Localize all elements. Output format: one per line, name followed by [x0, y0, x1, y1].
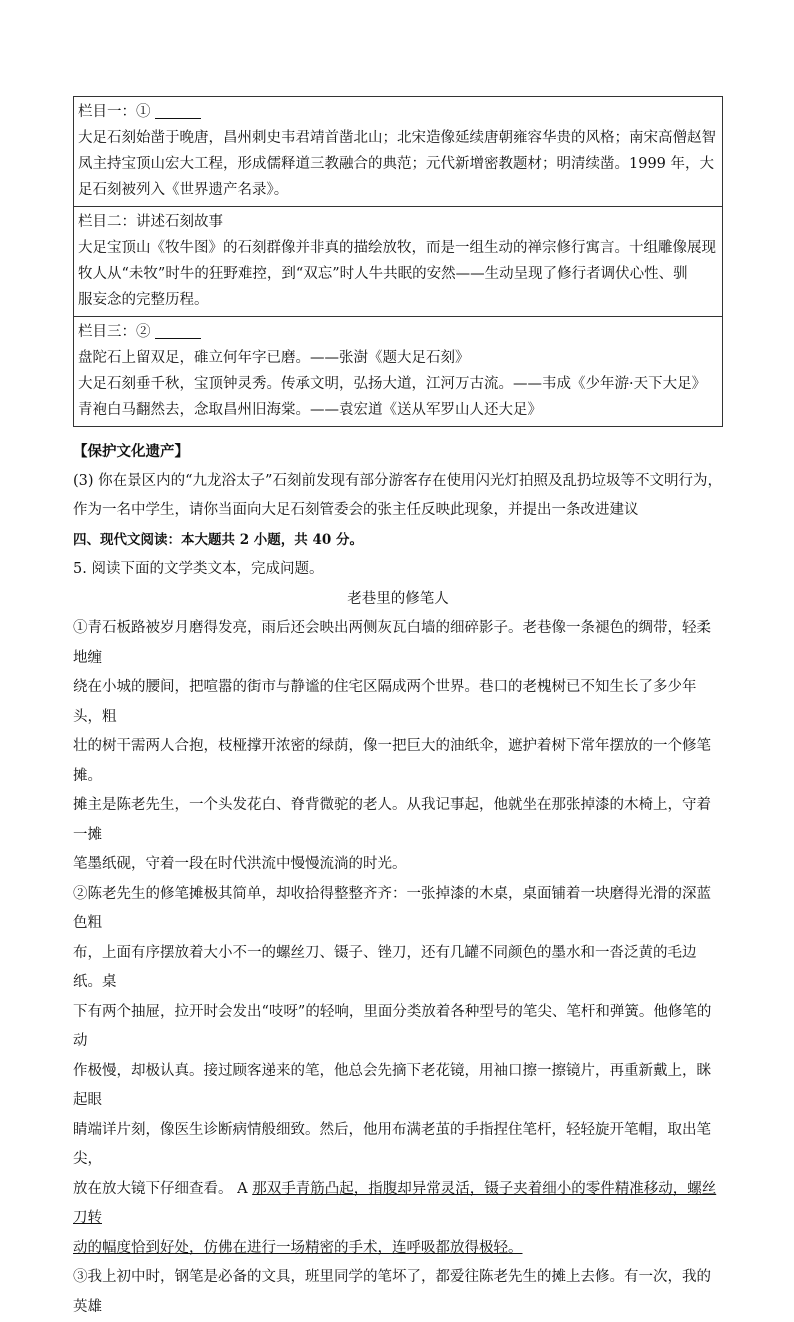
underlined-sentence: 那双手青筋凸起，指腹却异常灵活，镊子夹着细小的零件精准移动，螺丝刀转	[73, 1180, 717, 1226]
paragraph-line: 绕在小城的腰间，把喧嚣的街市与静谧的住宅区隔成两个世界。巷口的老槐树已不知生长了多少年头，粗	[73, 679, 697, 725]
paragraph-line: 摊主是陈老先生，一个头发花白、脊背微驼的老人。从我记事起，他就坐在那张掉漆的木椅上，守着一摊	[73, 797, 711, 843]
question-line: (3) 你在景区内的“九龙浴太子”石刻前发现有部分游客存在使用闪光灯拍照及乱扔垃圾等不文明行为，	[73, 472, 722, 489]
answer-blank	[155, 322, 201, 339]
underlined-sentence: 动的幅度恰到好处，仿佛在进行一场精密的手术，连呼吸都放得极轻。	[73, 1239, 523, 1256]
section-title: 四、现代文阅读：本大题共 2 小题，共 40 分。	[73, 531, 363, 548]
answer-blank	[155, 102, 201, 119]
poem-line: 青袍白马翻然去，念取昌州旧海棠。——袁宏道《送从军罗山人还大足》	[78, 402, 542, 418]
paragraph-line: 壮的树干需两人合抱，枝桠撑开浓密的绿荫，像一把巨大的油纸伞，遮护着树下常年摆放的一个修笔摊。	[73, 738, 711, 784]
paragraph-line: 睛端详片刻，像医生诊断病情般细致。然后，他用布满老茧的手指捏住笔杆，轻轻旋开笔帽，取出笔尖，	[73, 1121, 711, 1167]
section-heading: 【保护文化遗产】	[73, 443, 189, 460]
paragraph-line: 笔墨纸砚，守着一段在时代洪流中慢慢流淌的时光。	[73, 856, 407, 872]
paragraph-line: 作极慢，却极认真。接过顾客递来的笔，他总会先摘下老花镜，用袖口擦一擦镜片，再重新戴上，眯起眼	[73, 1062, 711, 1108]
poem-line: 大足石刻垂千秋，宝顶钟灵秀。传承文明，弘扬大道，江河万古流。——韦成《少年游·天下大足》	[78, 376, 707, 392]
question-prompt: 5. 阅读下面的文学类文本，完成问题。	[73, 561, 324, 577]
columns-table	[73, 96, 723, 427]
text-line: 足石刻被列入《世界遗产名录》。	[78, 182, 289, 198]
text-line: 大足宝顶山《牧牛图》的石刻群像并非真的描绘放牧，而是一组生动的禅宗修行寓言。十组雕像展现	[78, 240, 716, 256]
article-title: 老巷里的修笔人	[347, 590, 449, 607]
text-line: 凤主持宝顶山宏大工程，形成儒释道三教融合的典范；元代新增密教题材；明清续凿。1999 年，大	[78, 156, 715, 172]
protect-section	[73, 437, 723, 1322]
column-three	[74, 317, 723, 427]
column-two-title: 栏目二：讲述石刻故事	[78, 214, 223, 230]
question-line: 作为一名中学生，请你当面向大足石刻管委会的张主任反映此现象，并提出一条改进建议	[73, 502, 639, 518]
column-three-title: 栏目三：②	[78, 319, 716, 345]
paragraph-line: ②陈老先生的修笔摊极其简单，却收拾得整整齐齐：一张掉漆的木桌，桌面铺着一块磨得光滑的深蓝色粗	[73, 885, 711, 931]
text-line: 大足石刻始凿于晚唐，昌州刺史韦君靖首凿北山；北宋造像延续唐朝雍容华贵的风格；南宋高僧赵智	[78, 130, 716, 146]
poem-line: 盘陀石上留双足，碓立何年字已磨。——张澍《题大足石刻》	[78, 350, 470, 366]
paragraph-line: 下有两个抽屉，拉开时会发出“吱呀”的轻响，里面分类放着各种型号的笔尖、笔杆和弹簧。他修笔的动	[73, 1003, 712, 1049]
column-one	[74, 97, 723, 207]
paragraph-line: ③我上初中时，钢笔是必备的文具，班里同学的笔坏了，都爱往陈老先生的摊上去修。有一次，我的英雄	[73, 1269, 711, 1315]
text-line: 牧人从“未牧”时牛的狂野难控，到“双忘”时人牛共眠的安然——生动呈现了修行者调伏心性、驯	[78, 266, 688, 282]
marker-a: A	[237, 1180, 248, 1197]
paragraph-line: 放在放大镜下仔细查看。 A 那双手青筋凸起，指腹却异常灵活，镊子夹着细小的零件精准移动，螺丝刀转	[73, 1180, 717, 1226]
text-line: 服妄念的完整历程。	[78, 292, 209, 308]
column-one-title: 栏目一：①	[78, 99, 716, 125]
paragraph-line: 布，上面有序摆放着大小不一的螺丝刀、镊子、锉刀，还有几罐不同颜色的墨水和一沓泛黄的毛边纸。桌	[73, 944, 697, 990]
column-two	[74, 207, 723, 317]
paragraph-line: ①青石板路被岁月磨得发亮，雨后还会映出两侧灰瓦白墙的细碎影子。老巷像一条褪色的绸带，轻柔地缠	[73, 620, 711, 666]
